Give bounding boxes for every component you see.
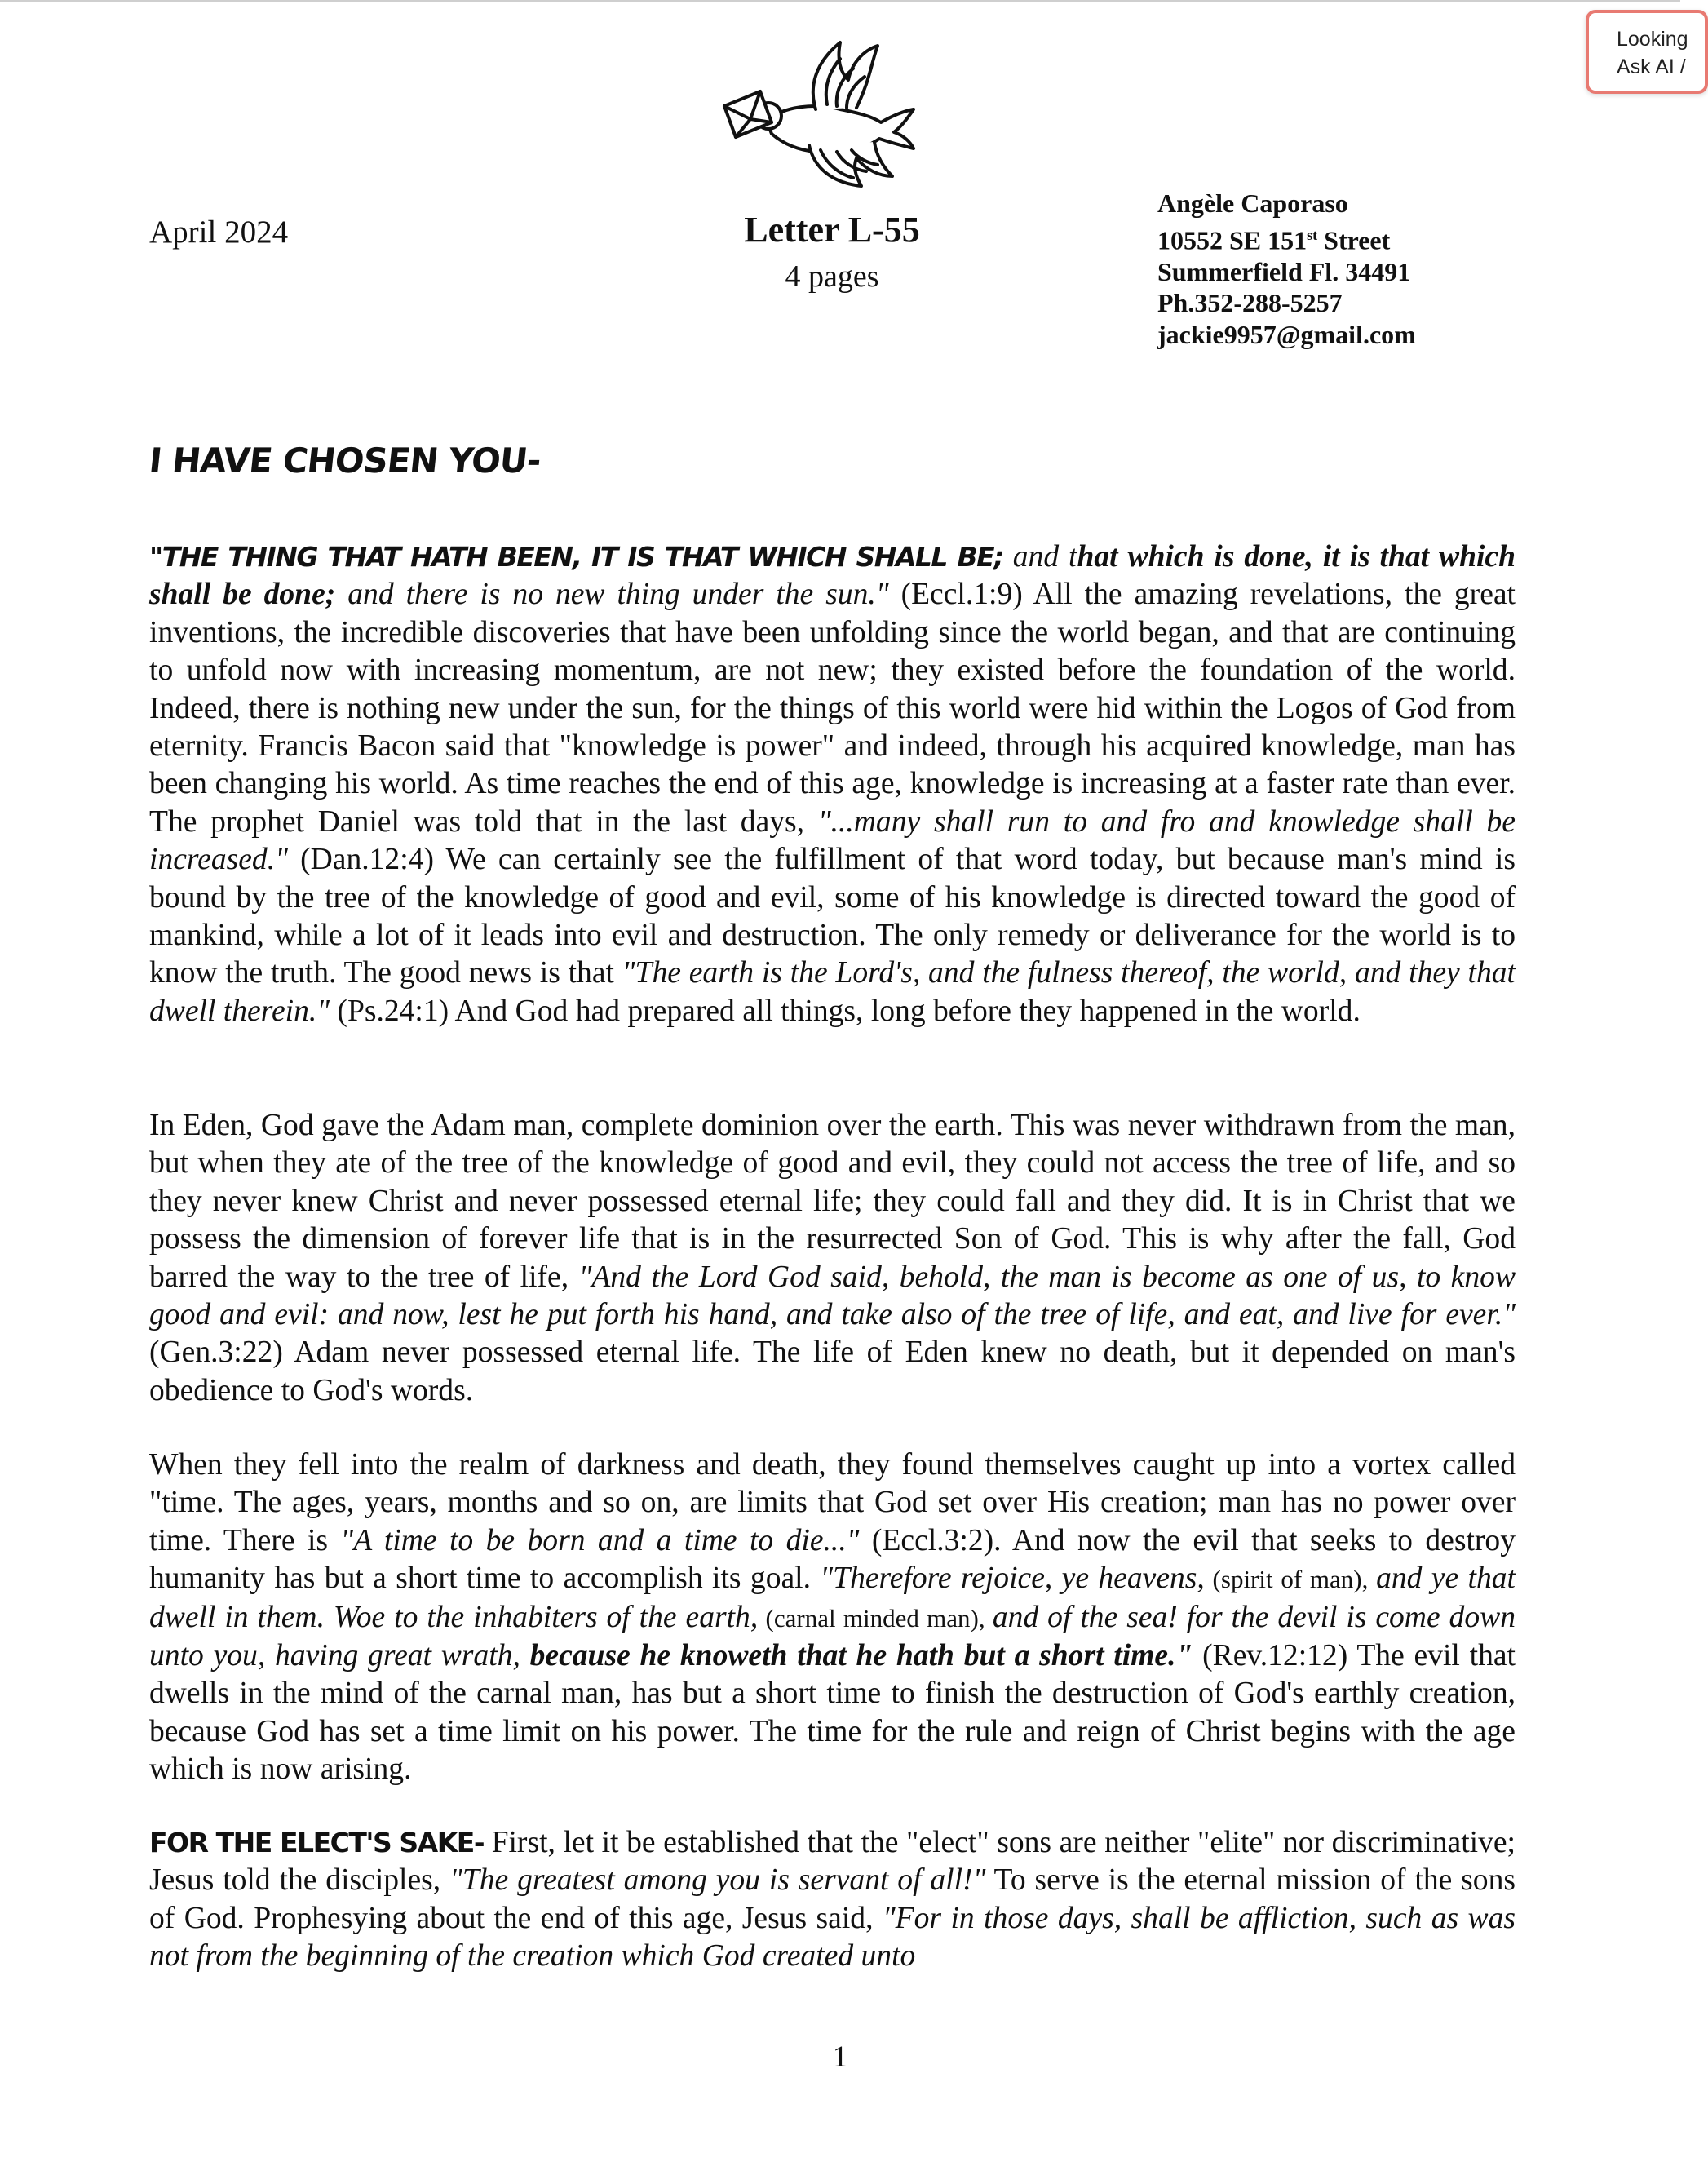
author-phone: Ph.352-288-5257 (1157, 288, 1343, 318)
page-top-border (0, 0, 1680, 2)
author-email: jackie9957@gmail.com (1157, 319, 1416, 349)
paragraph-4: FOR THE ELECT'S SAKE- First, let it be established that the "elect" sons are neither "elite" nor discriminative; Jesus told the disciples, "The greatest among you is servant of all!" To serve is the eternal mission of the sons of God. Prophesying about the end of this age, Jesus said, "For in those days, shall be affliction, such as was not from the beginning of the creation which God created unto (149, 1826, 1516, 1973)
popup-line-2: Ask AI / (1617, 55, 1686, 78)
section-heading: I HAVE CHOSEN YOU- (147, 441, 542, 481)
paragraph-1: "THE THING THAT HATH BEEN, IT IS THAT WHICH SHALL BE; and that which is done, it is that which shall be done; and there is no new thing under the sun." (Eccl.1:9) All the amazing revelations, the great inventions, the incredible discoveries that have been unfolding since the world began, and that are continuing to unfold now with increasing momentum, are not new; they existed before the foundation of the world. Indeed, there is nothing new under the sun, for the things of this world were hid within the Logos of God from eternity. Francis Bacon said that "knowledge is power" and indeed, through his acquired knowledge, man has been changing his world. As time reaches the end of this age, knowledge is increasing at a faster rate than ever. The prophet Daniel was told that in the last days, "...many shall run to and fro and knowledge shall be increased." (Dan.12:4) We can certainly see the fulfillment of that word today, but because man's mind is bound by the tree of the knowledge of good and evil, some of his knowledge is directed toward the good of mankind, while a lot of it leads into evil and destruction. The only remedy or deliverance for the world is to know the truth. The good news is that "The earth is the Lord's, and the fulness thereof, the world, and they that dwell therein." (Ps.24:1) And God had prepared all things, long before they happened in the world. (149, 540, 1516, 1028)
page-count: 4 pages (785, 259, 879, 294)
letter-title: Letter L-55 (744, 210, 920, 250)
dove-with-letter-icon (718, 31, 920, 193)
popup-line-1: Looking (1617, 28, 1688, 51)
author-name: Angèle Caporaso (1157, 188, 1348, 218)
author-address-block (1157, 188, 1416, 350)
page-number: 1 (832, 2040, 848, 2074)
letter-date: April 2024 (149, 215, 289, 250)
author-street: 10552 SE 151st Street (1157, 225, 1391, 255)
author-city: Summerfield Fl. 34491 (1157, 256, 1411, 286)
ask-ai-popup[interactable] (1586, 10, 1708, 94)
paragraph-2: In Eden, God gave the Adam man, complete dominion over the earth. This was never withdrawn from the man, but when they ate of the tree of the knowledge of good and evil, they could not access the tree of life, and so they never knew Christ and never possessed eternal life; they could fall and they did. It is in Christ that we possess the dimension of forever life that is in the resurrected Son of God. This is why after the fall, God barred the way to the tree of life, "And the Lord God said, behold, the man is become as one of us, to know good and evil: and now, lest he put forth his hand, and take also of the tree of life, and eat, and live for ever." (Gen.3:22) Adam never possessed eternal life. The life of Eden knew no death, but it depended on man's obedience to God's words. (149, 1109, 1516, 1407)
paragraph-3: When they fell into the realm of darkness and death, they found themselves caught up into a vortex called "time. The ages, years, months and so on, are limits that God set over His creation; man has no power over time. There is "A time to be born and a time to die..." (Eccl.3:2). And now the evil that seeks to destroy humanity has but a short time to accomplish its goal. "Therefore rejoice, ye heavens, (spirit of man), and ye that dwell in them. Woe to the inhabiters of the earth, (carnal minded man), and of the sea! for the devil is come down unto you, having great wrath, because he knoweth that he hath but a short time." (Rev.12:12) The evil that dwells in the mind of the carnal man, has but a short time to finish the destruction of God's earthly creation, because God has set a time limit on his power. The time for the rule and reign of Christ begins with the age which is now arising. (149, 1448, 1516, 1787)
